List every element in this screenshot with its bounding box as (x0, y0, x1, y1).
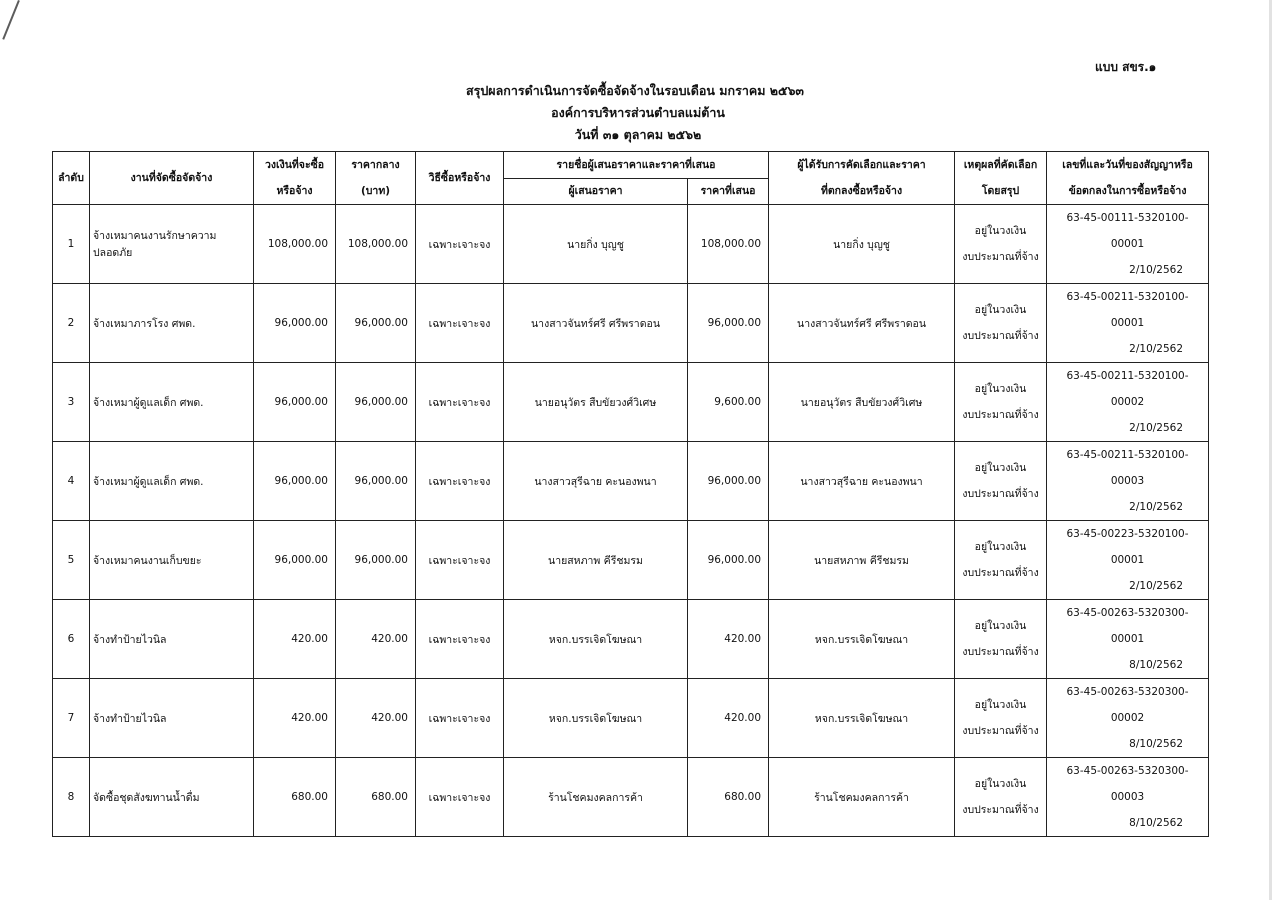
cell-contract (1047, 521, 1209, 600)
cell-reason-line: อยู่ในวงเงิน (974, 225, 1027, 237)
cell-contract (1047, 679, 1209, 758)
cell-reason (955, 600, 1047, 679)
cell-budget: 96,000.00 (254, 521, 336, 600)
table-row (53, 600, 1209, 679)
contract-date: 2/10/2562 (1129, 422, 1184, 434)
contract-date: 2/10/2562 (1129, 343, 1184, 355)
cell-work: จ้างทำป้ายไวนิล (90, 600, 254, 679)
col-header-method: วิธีซื้อหรือจ้าง (416, 152, 504, 205)
col-header-bid-price: ราคาที่เสนอ (688, 179, 769, 205)
cell-method: เฉพาะเจาะจง (416, 205, 504, 284)
cell-work: จัดซื้อชุดสังฆทานน้ำดื่ม (90, 758, 254, 837)
cell-reason-line: อยู่ในวงเงิน (974, 462, 1027, 474)
cell-reason (955, 521, 1047, 600)
cell-bid-price: 96,000.00 (688, 521, 769, 600)
cell-bid-price: 96,000.00 (688, 284, 769, 363)
cell-winner: นางสาวสุรีฉาย คะนองพนา (769, 442, 955, 521)
col-header-median: ราคากลาง (บาท) (336, 152, 416, 205)
col-header-winner: ผู้ได้รับการคัดเลือกและราคา ที่ตกลงซื้อหรือจ้าง (769, 152, 955, 205)
cell-method: เฉพาะเจาะจง (416, 442, 504, 521)
cell-reason-line: อยู่ในวงเงิน (974, 383, 1027, 395)
cell-no: 3 (53, 363, 90, 442)
cell-no: 2 (53, 284, 90, 363)
cell-work: จ้างเหมาผู้ดูแลเด็ก ศพด. (90, 363, 254, 442)
cell-method: เฉพาะเจาะจง (416, 600, 504, 679)
contract-date: 2/10/2562 (1129, 580, 1184, 592)
contract-date: 8/10/2562 (1129, 659, 1184, 671)
cell-winner: นางสาวจันทร์ศรี ศรีพราดอน (769, 284, 955, 363)
cell-reason (955, 284, 1047, 363)
cell-winner: นายกิ่ง บุญชู (769, 205, 955, 284)
contract-number: 63-45-00263-5320300-00002 (1066, 686, 1189, 724)
cell-reason (955, 758, 1047, 837)
col-header-reason: เหตุผลที่คัดเลือก โดยสรุป (955, 152, 1047, 205)
cell-bid-price: 9,600.00 (688, 363, 769, 442)
cell-bid-price: 96,000.00 (688, 442, 769, 521)
cell-reason-line: อยู่ในวงเงิน (974, 304, 1027, 316)
cell-budget: 680.00 (254, 758, 336, 837)
procurement-table (52, 151, 1209, 837)
form-code: แบบ สขร.๑ (1095, 60, 1157, 74)
cell-contract (1047, 284, 1209, 363)
contract-number: 63-45-00111-5320100-00001 (1066, 212, 1189, 250)
cell-reason (955, 363, 1047, 442)
cell-reason-line: งบประมาณที่จ้าง (962, 646, 1039, 658)
cell-bidder: หจก.บรรเจิดโฆษณา (504, 600, 688, 679)
cell-contract (1047, 363, 1209, 442)
cell-no: 7 (53, 679, 90, 758)
cell-no: 1 (53, 205, 90, 284)
contract-number: 63-45-00223-5320100-00001 (1066, 528, 1189, 566)
cell-reason-line: อยู่ในวงเงิน (974, 778, 1027, 790)
cell-work: จ้างทำป้ายไวนิล (90, 679, 254, 758)
cell-winner: นายอนุวัตร สืบขัยวงศ์วิเศษ (769, 363, 955, 442)
cell-reason-line: งบประมาณที่จ้าง (962, 488, 1039, 500)
cell-bid-price: 420.00 (688, 600, 769, 679)
cell-reason (955, 679, 1047, 758)
cell-median: 420.00 (336, 679, 416, 758)
cell-no: 8 (53, 758, 90, 837)
cell-method: เฉพาะเจาะจง (416, 284, 504, 363)
cell-reason-line: งบประมาณที่จ้าง (962, 804, 1039, 816)
cell-method: เฉพาะเจาะจง (416, 758, 504, 837)
cell-reason-line: งบประมาณที่จ้าง (962, 409, 1039, 421)
cell-work: จ้างเหมาคนงานรักษาความปลอดภัย (90, 205, 254, 284)
cell-winner: หจก.บรรเจิดโฆษณา (769, 600, 955, 679)
cell-method: เฉพาะเจาะจง (416, 363, 504, 442)
cell-method: เฉพาะเจาะจง (416, 679, 504, 758)
cell-contract (1047, 600, 1209, 679)
cell-contract (1047, 205, 1209, 284)
contract-number: 63-45-00211-5320100-00003 (1066, 449, 1189, 487)
contract-number: 63-45-00211-5320100-00002 (1066, 370, 1189, 408)
cell-bidder: ร้านโชคมงคลการค้า (504, 758, 688, 837)
cell-no: 6 (53, 600, 90, 679)
cell-work: จ้างเหมาผู้ดูแลเด็ก ศพด. (90, 442, 254, 521)
cell-median: 96,000.00 (336, 363, 416, 442)
contract-number: 63-45-00263-5320300-00003 (1066, 765, 1189, 803)
cell-median: 420.00 (336, 600, 416, 679)
cell-bid-price: 420.00 (688, 679, 769, 758)
cell-budget: 420.00 (254, 600, 336, 679)
cell-median: 96,000.00 (336, 521, 416, 600)
table-row (53, 679, 1209, 758)
cell-bidder: นายสหภาพ คีรีชมรม (504, 521, 688, 600)
col-header-work: งานที่จัดซื้อจัดจ้าง (90, 152, 254, 205)
table-row (53, 442, 1209, 521)
cell-winner: นายสหภาพ คีรีชมรม (769, 521, 955, 600)
cell-reason-line: งบประมาณที่จ้าง (962, 330, 1039, 342)
cell-no: 4 (53, 442, 90, 521)
contract-date: 8/10/2562 (1129, 817, 1184, 829)
cell-winner: หจก.บรรเจิดโฆษณา (769, 679, 955, 758)
cell-budget: 96,000.00 (254, 363, 336, 442)
contract-date: 2/10/2562 (1129, 264, 1184, 276)
cell-reason-line: อยู่ในวงเงิน (974, 541, 1027, 553)
table-row (53, 284, 1209, 363)
cell-reason-line: งบประมาณที่จ้าง (962, 567, 1039, 579)
cell-reason-line: งบประมาณที่จ้าง (962, 725, 1039, 737)
cell-no: 5 (53, 521, 90, 600)
cell-budget: 96,000.00 (254, 284, 336, 363)
cell-reason-line: งบประมาณที่จ้าง (962, 251, 1039, 263)
cell-bidder: นายกิ่ง บุญชู (504, 205, 688, 284)
table-row (53, 521, 1209, 600)
cell-bidder: หจก.บรรเจิดโฆษณา (504, 679, 688, 758)
cell-method: เฉพาะเจาะจง (416, 521, 504, 600)
cell-contract (1047, 758, 1209, 837)
col-header-no: ลำดับ (53, 152, 90, 205)
cell-bidder: นางสาวสุรีฉาย คะนองพนา (504, 442, 688, 521)
cell-median: 96,000.00 (336, 284, 416, 363)
cell-median: 108,000.00 (336, 205, 416, 284)
cell-work: จ้างเหมาคนงานเก็บขยะ (90, 521, 254, 600)
cell-bid-price: 108,000.00 (688, 205, 769, 284)
cell-budget: 108,000.00 (254, 205, 336, 284)
cell-bidder: นายอนุวัตร สืบขัยวงศ์วิเศษ (504, 363, 688, 442)
contract-date: 8/10/2562 (1129, 738, 1184, 750)
cell-bid-price: 680.00 (688, 758, 769, 837)
col-header-bidder: ผู้เสนอราคา (504, 179, 688, 205)
document-date: วันที่ ๓๑ ตุลาคม ๒๕๖๒ (574, 127, 702, 142)
organization-name: องค์การบริหารส่วนตำบลแม่ต้าน (551, 105, 725, 120)
cell-contract (1047, 442, 1209, 521)
cell-bidder: นางสาวจันทร์ศรี ศรีพราดอน (504, 284, 688, 363)
cell-median: 96,000.00 (336, 442, 416, 521)
table-row (53, 205, 1209, 284)
document-title: สรุปผลการดำเนินการจัดซื้อจัดจ้างในรอบเดือน มกราคม ๒๕๖๓ (466, 83, 804, 98)
cell-winner: ร้านโชคมงคลการค้า (769, 758, 955, 837)
contract-number: 63-45-00211-5320100-00001 (1066, 291, 1189, 329)
cell-reason (955, 205, 1047, 284)
table-row (53, 363, 1209, 442)
col-header-budget: วงเงินที่จะซื้อ หรือจ้าง (254, 152, 336, 205)
scan-mark (2, 0, 20, 40)
cell-reason-line: อยู่ในวงเงิน (974, 699, 1027, 711)
cell-work: จ้างเหมาภารโรง ศพด. (90, 284, 254, 363)
col-header-contract: เลขที่และวันที่ของสัญญาหรือ ข้อตกลงในการซื้อหรือจ้าง (1047, 152, 1209, 205)
contract-date: 2/10/2562 (1129, 501, 1184, 513)
cell-budget: 420.00 (254, 679, 336, 758)
col-header-bidders-group: รายชื่อผู้เสนอราคาและราคาที่เสนอ (504, 152, 769, 179)
cell-median: 680.00 (336, 758, 416, 837)
table-row (53, 758, 1209, 837)
cell-reason-line: อยู่ในวงเงิน (974, 620, 1027, 632)
contract-number: 63-45-00263-5320300-00001 (1066, 607, 1189, 645)
document-header (0, 80, 1276, 146)
cell-budget: 96,000.00 (254, 442, 336, 521)
cell-reason (955, 442, 1047, 521)
